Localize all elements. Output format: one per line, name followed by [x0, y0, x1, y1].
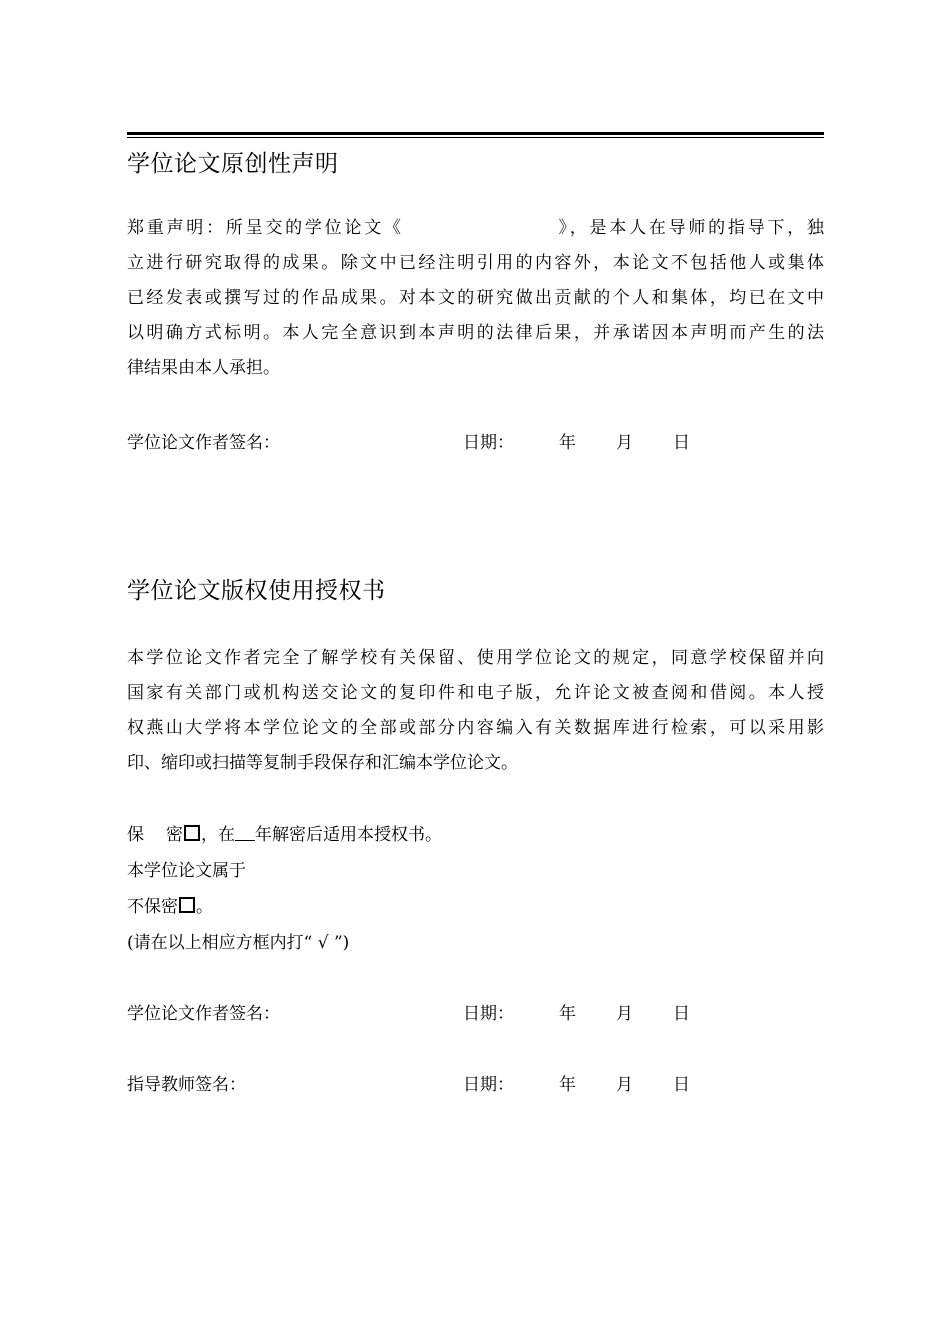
- author-signature-row: [127, 999, 824, 1029]
- day-label: 日: [673, 1075, 690, 1095]
- date-label: 日期：: [463, 1004, 514, 1024]
- year-label: 年: [559, 1004, 576, 1024]
- authorization-line: 印、缩印或扫描等复制手段保存和汇编本学位论文。: [127, 753, 518, 773]
- day-label: 日: [673, 1004, 690, 1024]
- statement-first-line: [127, 211, 824, 246]
- originality-statement: [127, 211, 824, 386]
- authorization-title: 学位论文版权使用授权书: [127, 578, 386, 604]
- day-label: 日: [673, 433, 690, 453]
- secret-label-b: 密: [166, 825, 183, 845]
- header-rule-thick: [127, 132, 824, 135]
- not-secret-label: 不保密: [127, 897, 178, 917]
- header-rule-thin: [127, 137, 824, 138]
- date-label: 日期：: [463, 1075, 514, 1095]
- date-label: 日期：: [463, 433, 514, 453]
- secret-option-row: [127, 818, 442, 852]
- statement-line: 以明确方式标明。本人完全意识到本声明的法律后果，并承诺因本声明而产生的法: [127, 323, 824, 343]
- advisor-signature-row: [127, 1070, 824, 1100]
- secret-label-a: 保: [127, 825, 144, 845]
- month-label: 月: [616, 433, 633, 453]
- statement-suffix: 》，是本人在导师的指导下，独: [555, 218, 824, 238]
- statement-line: 已经发表或撰写过的作品成果。对本文的研究做出贡献的个人和集体，均已在文中: [127, 288, 824, 308]
- authorization-line: 本学位论文作者完全了解学校有关保留、使用学位论文的规定，同意学校保留并向: [127, 648, 824, 668]
- not-secret-checkbox[interactable]: [179, 897, 195, 913]
- originality-signature-row: [127, 428, 824, 458]
- month-label: 月: [616, 1075, 633, 1095]
- year-label: 年: [559, 1075, 576, 1095]
- not-secret-end: 。: [196, 897, 213, 917]
- secret-mid: ，在: [201, 825, 235, 845]
- not-secret-option-row: [127, 890, 213, 924]
- authorization-line: 权燕山大学将本学位论文的全部或部分内容编入有关数据库进行检索，可以采用影: [127, 718, 824, 738]
- authorization-statement: [127, 641, 824, 781]
- originality-title: 学位论文原创性声明: [127, 151, 339, 177]
- belongs-row: 本学位论文属于: [127, 861, 246, 881]
- instruction-text: (请在以上相应方框内打“ √ ”): [127, 933, 350, 953]
- statement-line: 律结果由本人承担。: [127, 358, 280, 378]
- authorization-line: 国家有关部门或机构送交论文的复印件和电子版，允许论文被查阅和借阅。本人授: [127, 683, 824, 703]
- author-signature-label: 学位论文作者签名：: [127, 1004, 280, 1024]
- author-signature-label: 学位论文作者签名：: [127, 433, 280, 453]
- advisor-signature-label: 指导教师签名：: [127, 1075, 246, 1095]
- secret-checkbox[interactable]: [184, 825, 200, 841]
- year-label: 年: [559, 433, 576, 453]
- month-label: 月: [616, 1004, 633, 1024]
- secret-end: 年解密后适用本授权书。: [255, 825, 442, 845]
- statement-prefix: 郑重声明：所呈交的学位论文《: [127, 218, 404, 238]
- statement-line: 立进行研究取得的成果。除文中已经注明引用的内容外，本论文不包括他人或集体: [127, 253, 824, 273]
- years-blank[interactable]: [235, 826, 255, 841]
